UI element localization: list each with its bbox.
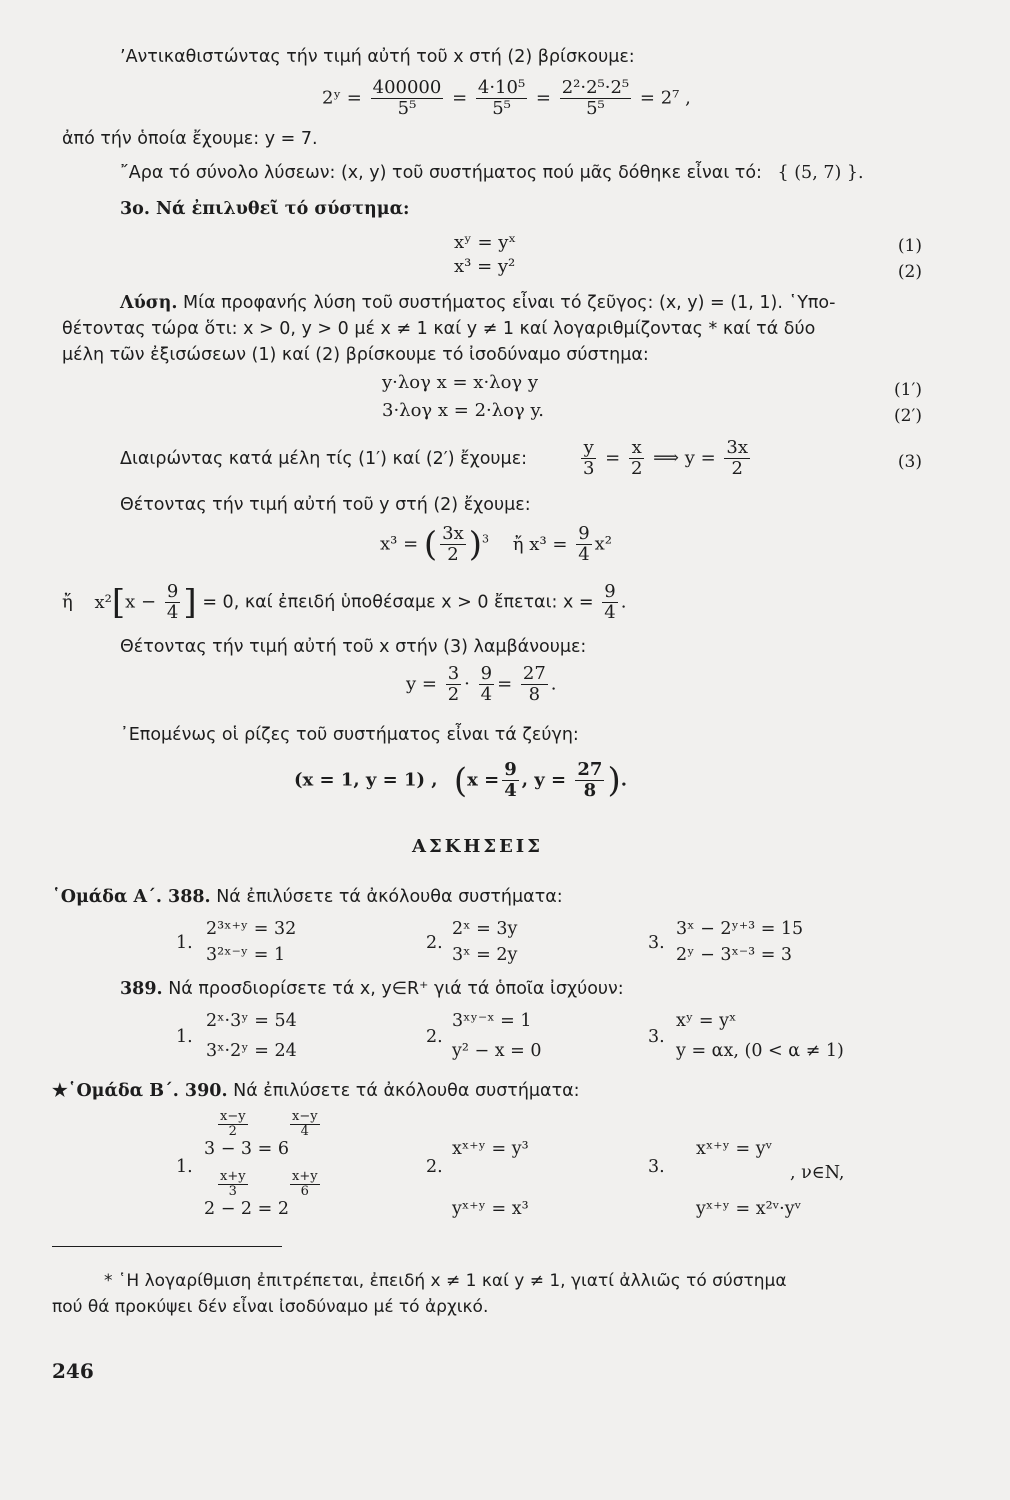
- exercise-390-heading: [52, 1080, 580, 1102]
- numerator: x+y: [220, 1169, 246, 1184]
- text-line: μέλη τῶν ἐξισώσεων (1) καί (2) βρίσκουμε τό ἰσοδύναμο σύστημα:: [62, 345, 649, 365]
- denominator: 6: [300, 1184, 309, 1199]
- exponent-fraction: [290, 1170, 320, 1199]
- fraction: [724, 438, 750, 479]
- fraction: [629, 438, 644, 479]
- numerator: y: [581, 438, 596, 459]
- numerator: x: [629, 438, 644, 459]
- system-line: y = αx, (0 < α ≠ 1): [676, 1041, 844, 1061]
- exercise-text: Νά ἐπιλύσετε τά ἀκόλουθα συστήματα:: [210, 887, 563, 907]
- text-line: Θέτοντας τήν τιμή αὐτή τοῦ x στήν (3) λαμβάνουμε:: [120, 637, 587, 657]
- footnote-line: πού θά προκύψει δέν εἶναι ἰσοδύναμο μέ τό ἀρχικό.: [52, 1297, 489, 1317]
- left-bracket: [: [111, 582, 126, 623]
- exercise-number: 3.: [648, 933, 665, 953]
- eq-lhs: x³ =: [380, 533, 419, 555]
- fraction: [446, 664, 461, 705]
- system-line: 3 − 3 = 6: [204, 1139, 289, 1159]
- text-line: ’Αντικαθιστώντας τήν τιμή αὐτή τοῦ x στή (2) βρίσκουμε:: [120, 47, 635, 67]
- system-line: 3ˣ = 2y: [452, 945, 518, 965]
- denominator: 2: [447, 684, 460, 705]
- numerator: 400000: [372, 77, 442, 98]
- denominator: 8: [583, 780, 597, 801]
- system-line: 3ˣ·2ʸ = 24: [206, 1041, 297, 1061]
- fraction: [290, 1110, 320, 1139]
- factored-equation: ἤ x²[x − $\frac{9}{4}$ ] = 0, καί ἐπειδή ὑποθέσαμε x > 0 ἔπεται: x = $\frac{9}{4}$ .: [62, 581, 627, 623]
- exercise-number: 1.: [176, 1027, 193, 1047]
- exercise-number: 1.: [176, 933, 193, 953]
- exercise-number: 2.: [426, 1157, 443, 1177]
- page-number: 246: [52, 1359, 94, 1383]
- solution-text: Μία προφανής λύση τοῦ συστήματος εἶναι τό ζεῦγος: (x, y) = (1, 1). ῾Υπο-: [177, 293, 836, 313]
- system-line: yˣ⁺ʸ = x³: [452, 1199, 529, 1219]
- denominator: 4: [504, 780, 517, 801]
- exercise-label: 389.: [120, 979, 163, 999]
- cube-equation: [380, 524, 612, 565]
- fraction: [575, 760, 604, 801]
- denominator: 3: [583, 458, 595, 479]
- numerator: 3x: [726, 437, 749, 458]
- root-1: (x = 1, y = 1) ,: [294, 769, 438, 791]
- text-line: [120, 162, 864, 184]
- numerator: 2²·2⁵·2⁵: [561, 77, 630, 98]
- eq-rhs: = 2⁷ ,: [639, 87, 691, 109]
- fraction: [218, 1110, 248, 1139]
- numerator: 9: [480, 663, 493, 684]
- numerator: 4·10⁵: [477, 77, 526, 98]
- system-line: 2ˣ·3ʸ = 54: [206, 1011, 297, 1031]
- denominator: 4: [300, 1124, 309, 1139]
- exercise-number: 2.: [426, 1027, 443, 1047]
- fraction: [290, 1170, 320, 1199]
- denominator: 5⁵: [492, 98, 511, 119]
- denominator: 8: [528, 684, 541, 705]
- denominator: 2: [630, 458, 643, 479]
- system-eq-2: x³ = y²: [454, 256, 516, 277]
- denominator: 2: [731, 458, 743, 479]
- system-line: 2ʸ − 3ˣ⁻³ = 3: [676, 945, 793, 965]
- fraction: [521, 664, 548, 705]
- eq-number: (2): [897, 262, 922, 282]
- fraction: [218, 1170, 248, 1199]
- numerator: 3: [447, 663, 460, 684]
- system-line: xˣ⁺ʸ = y³: [452, 1139, 529, 1159]
- fraction: [581, 438, 596, 479]
- eq-lhs: y =: [406, 673, 437, 695]
- roots: (x = 1, y = 1) , (x = $\frac{9}{4}$ , y = $\frac{27}{8}$ ).: [294, 759, 627, 801]
- eq-number: (1′): [894, 380, 922, 400]
- numerator: x−y: [220, 1109, 246, 1124]
- system-line: 3²ˣ⁻ʸ = 1: [206, 945, 286, 965]
- system-line: xʸ = yˣ: [676, 1011, 737, 1031]
- system-line: y² − x = 0: [452, 1041, 542, 1061]
- eq-lhs: 2ʸ =: [322, 87, 362, 109]
- exercise-389-heading: [120, 978, 624, 1000]
- equation-2y: 2ʸ = $\frac{400000}{\text{5⁵}}$ = $\frac{\text{4·10⁵}}{\text{5⁵}}$ = $\frac{\text{2²·2⁵·2⁵}}{\text{5⁵}}$ = 2⁷ ,: [322, 77, 691, 119]
- footnote-line: * ῾Η λογαρίθμιση ἐπιτρέπεται, ἐπειδή x ≠ 1 καί y ≠ 1, γιατί ἀλλιῶς τό σύστημα: [104, 1271, 787, 1291]
- right-paren: ): [607, 760, 621, 801]
- system-line: 3ˣ − 2ʸ⁺³ = 15: [676, 919, 804, 939]
- fraction: [371, 78, 444, 119]
- denominator: 5⁵: [586, 98, 605, 119]
- system-line: 3ˣʸ⁻ˣ = 1: [452, 1011, 532, 1031]
- bracket-content: x −: [125, 591, 157, 613]
- exponent-fraction: [218, 1170, 248, 1199]
- text-line: Διαιρώντας κατά μέλη τίς (1′) καί (2′) ἔχουμε:: [120, 449, 528, 469]
- system-line: yˣ⁺ʸ = x²ᵛ·yᵛ: [696, 1199, 802, 1219]
- or-word: ἤ: [62, 591, 73, 613]
- exercise-number: 3.: [648, 1027, 665, 1047]
- exercise-label: ★῾Ομάδα Β΄. 390.: [52, 1081, 228, 1101]
- eq-end: x²: [594, 533, 613, 555]
- denominator: 2: [228, 1124, 237, 1139]
- solution-set-text: ῎Αρα τό σύνολο λύσεων: (x, y) τοῦ συστήματος πού μᾶς δόθηκε εἶναι τό:: [120, 163, 762, 183]
- system-line: 2ˣ = 3y: [452, 919, 518, 939]
- eq-text: = 0, καί ἐπειδή ὑποθέσαμε x > 0 ἔπεται: x =: [202, 592, 594, 613]
- exercise-label: ῾Ομάδα Α΄. 388.: [52, 887, 211, 907]
- eq-number: (2′): [894, 406, 922, 426]
- system-condition: , ν∈N,: [790, 1163, 845, 1183]
- section-heading: 3ο. Νά ἐπιλυθεῖ τό σύστημα:: [120, 199, 410, 219]
- numerator: 9: [504, 759, 517, 780]
- left-paren: (: [453, 760, 468, 801]
- log-eq-2: 3·λογ x = 2·λογ y.: [382, 400, 544, 421]
- eq-alt: ἤ x³ =: [512, 533, 568, 555]
- right-paren: ): [468, 524, 483, 565]
- eq-number: (1): [897, 236, 922, 256]
- exercise-text: Νά προσδιορίσετε τά x, y∈R⁺ γιά τά ὁποῖα ἰσχύουν:: [162, 979, 624, 999]
- numerator: 9: [578, 523, 590, 544]
- exercise-number: 1.: [176, 1157, 193, 1177]
- system-eq-1: xʸ = yˣ: [454, 232, 517, 253]
- text-line: ᾿Επομένως οἱ ρίζες τοῦ συστήματος εἶναι τά ζεύγη:: [120, 725, 579, 745]
- y-value-equation: y = $\frac{3}{2}$ · $\frac{9}{4}$ = $\frac{27}{8}$ .: [406, 663, 557, 705]
- exponent-fraction: [290, 1110, 320, 1139]
- exercise-number: 3.: [648, 1157, 665, 1177]
- denominator: 4: [480, 684, 493, 705]
- numerator: 27: [522, 663, 546, 684]
- numerator: 3x: [442, 523, 464, 544]
- denominator: 4: [166, 602, 179, 623]
- denominator: 5⁵: [397, 98, 417, 119]
- numerator: 27: [577, 759, 603, 780]
- system-line: 2 − 2 = 2: [204, 1199, 289, 1219]
- footnote-divider: [52, 1246, 282, 1247]
- fraction: [602, 582, 617, 623]
- denominator: 3: [228, 1184, 237, 1199]
- exponent-fraction: [218, 1110, 248, 1139]
- solution-label: Λύση.: [120, 293, 178, 313]
- text-line: θέτοντας τώρα ὅτι: x > 0, y > 0 μέ x ≠ 1 καί y ≠ 1 καί λογαριθμίζοντας * καί τά δύο: [62, 319, 816, 339]
- eq-number: (3): [897, 452, 922, 472]
- fraction: [576, 524, 591, 565]
- fraction: [560, 78, 631, 119]
- fraction: [479, 664, 494, 705]
- text-line: ἀπό τήν ὁποία ἔχουμε: y = 7.: [62, 129, 318, 149]
- exercise-text: Νά ἐπιλύσετε τά ἀκόλουθα συστήματα:: [227, 1081, 580, 1101]
- left-paren: (: [423, 524, 438, 565]
- x-squared: x²: [94, 591, 112, 613]
- text-line: [120, 292, 835, 314]
- denominator: 4: [604, 602, 616, 623]
- numerator: x+y: [292, 1169, 318, 1184]
- division-equation: $\frac{y}{3}$ = $\frac{x}{2}$ ⟹ y = $\frac{3x}{2}$: [583, 437, 749, 479]
- numerator: x−y: [292, 1109, 318, 1124]
- root-2-x: x =: [467, 769, 500, 791]
- denominator: 4: [578, 544, 590, 565]
- solution-set: { (5, 7) }.: [777, 163, 864, 183]
- denominator: 2: [447, 544, 459, 565]
- log-eq-1: y·λογ x = x·λογ y: [382, 372, 539, 393]
- right-bracket: ]: [183, 582, 197, 623]
- exponent: 3: [482, 532, 490, 546]
- numerator: 9: [166, 581, 179, 602]
- system-line: 2³ˣ⁺ʸ = 32: [206, 919, 297, 939]
- numerator: 9: [604, 581, 616, 602]
- exercise-388-heading: [52, 886, 563, 908]
- fraction: [165, 582, 180, 623]
- exercise-number: 2.: [426, 933, 443, 953]
- text-line: Θέτοντας τήν τιμή αὐτή τοῦ y στή (2) ἔχουμε:: [120, 495, 531, 515]
- fraction: [440, 524, 466, 565]
- system-line: xˣ⁺ʸ = yᵛ: [696, 1139, 773, 1159]
- root-2-y: , y =: [521, 769, 567, 791]
- fraction: [502, 760, 519, 801]
- fraction: [476, 78, 527, 119]
- implies: ⟹ y =: [653, 447, 716, 469]
- exercises-title: ΑΣΚΗΣΕΙΣ: [412, 836, 543, 857]
